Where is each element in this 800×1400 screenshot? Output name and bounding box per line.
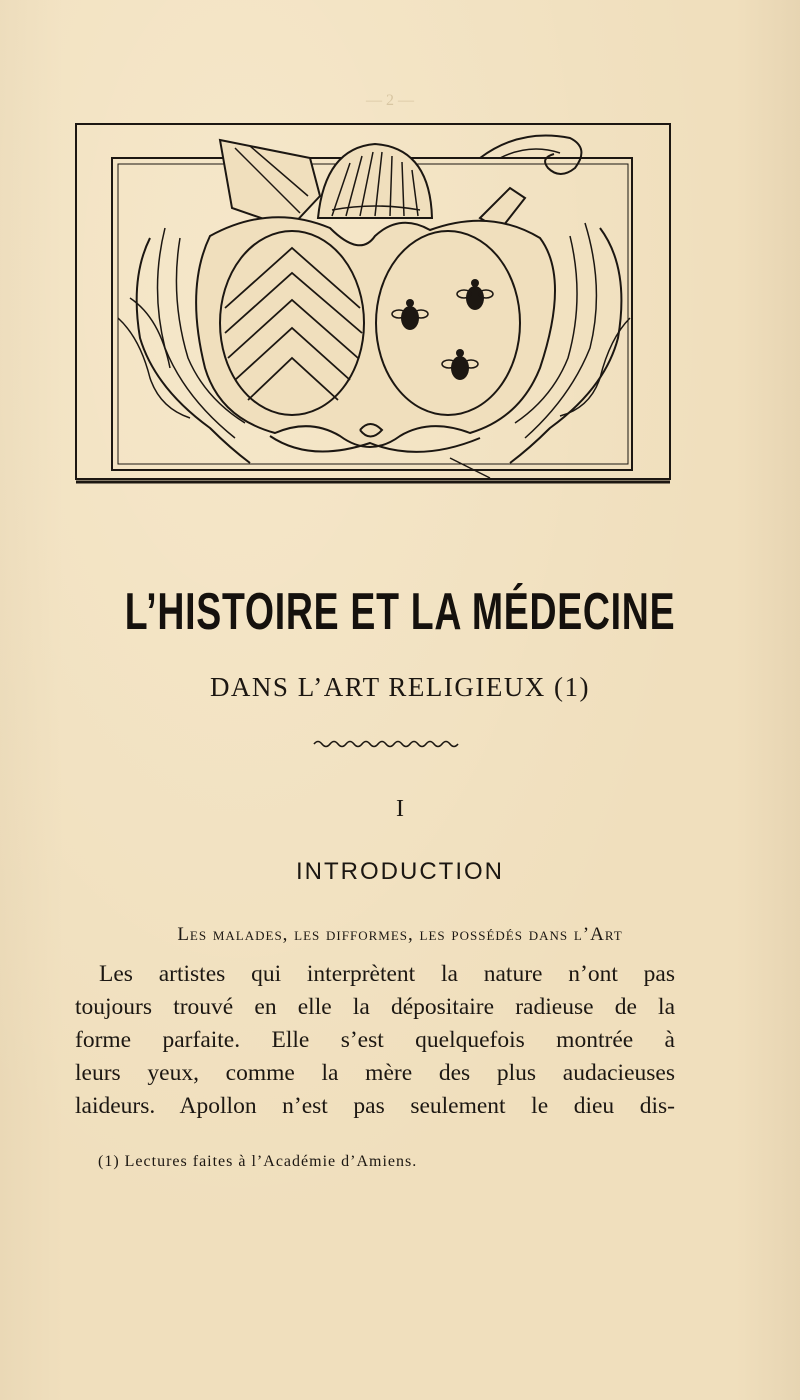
section-title: INTRODUCTION [296, 858, 504, 885]
footnote: (1) Lectures faites à l’Académie d’Amiens. [98, 1153, 418, 1170]
body-line: toujours trouvé en elle la dépositaire radieuse de la [75, 994, 675, 1020]
divider-wave-icon [312, 738, 462, 750]
page-title: L’HISTOIRE ET LA MÉDECINE [124, 583, 676, 641]
body-line: forme parfaite. Elle s’est quelquefois montrée à [75, 1027, 675, 1053]
page-subtitle: DANS L’ART RELIGIEUX (1) [209, 672, 591, 702]
body-line: laideurs. Apollon n’est pas seulement le dieu dis- [75, 1093, 675, 1119]
section-subtitle: Les malades, les difformes, les possédés dans l’Art [177, 924, 623, 945]
body-paragraph [75, 958, 675, 1123]
coat-of-arms-icon [70, 118, 680, 488]
page-number: — 2 — [366, 92, 414, 109]
body-line: Les artistes qui interprètent la nature n’ont pas [99, 961, 675, 987]
section-number: I [396, 796, 404, 822]
body-line: leurs yeux, comme la mère des plus audacieuses [75, 1060, 675, 1086]
